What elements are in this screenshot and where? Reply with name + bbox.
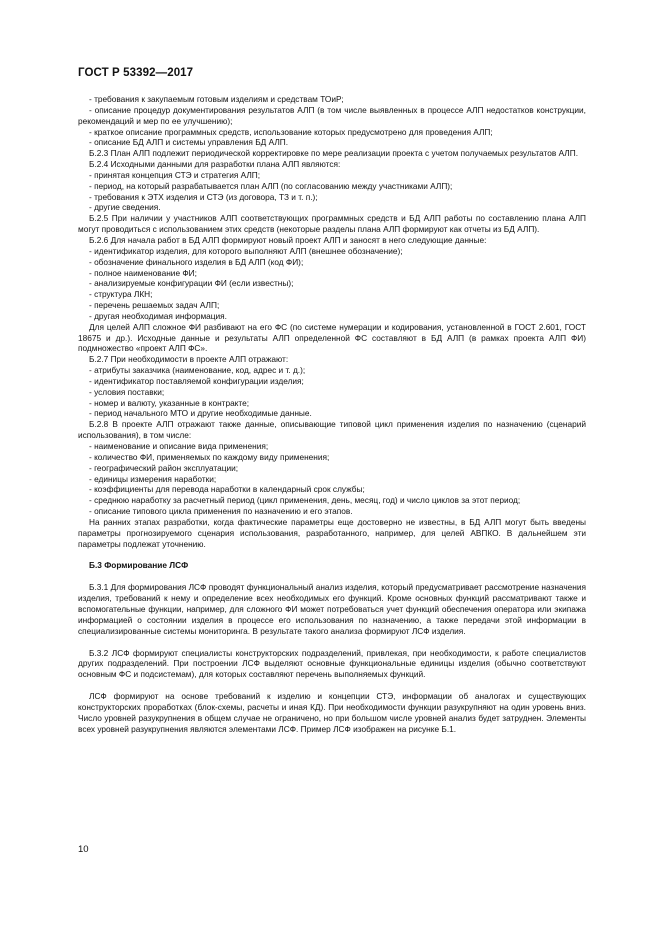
paragraph: На ранних этапах разработки, когда фактические параметры еще достоверно не известны, в БД АЛП могут быть введены параметры прогнозируемого сценария использования, разработанного, например, для целей АВПКО. В дальнейшем эти параметры подлежат уточнению.	[78, 516, 586, 549]
page-number: 10	[78, 844, 89, 855]
list-item: - период начального МТО и другие необходимые данные.	[89, 408, 312, 419]
list-item: - среднюю наработку за расчетный период (цикл применения, день, месяц, год) и число циклов за этот период;	[89, 495, 521, 506]
list-item: - описание БД АЛП и системы управления БД АЛП.	[89, 137, 289, 148]
paragraph: Для целей АЛП сложное ФИ разбивают на его ФС (по системе нумерации и кодирования, установленной в ГОСТ 2.601, ГОСТ 18675 и др.). Исходные данные и результаты АЛП определенной ФС составляют в БД АЛП (в рамках проекта АЛП ФИ) подмножество «проект АЛП ФС».	[78, 321, 586, 354]
list-item: - единицы измерения наработки;	[89, 473, 217, 484]
document-header: ГОСТ Р 53392—2017	[78, 67, 194, 79]
list-item: - перечень решаемых задач АЛП;	[89, 300, 220, 311]
list-item: - наименование и описание вида применения;	[89, 441, 269, 451]
section-spacer	[78, 549, 586, 560]
list-item: - описание процедур документирования результатов АЛП (в том числе выявленных в процессе АЛП недостатков конструкции, рекомендаций и мер по ее улучшению);	[78, 104, 586, 126]
list-item: - структура ЛКН;	[89, 289, 153, 300]
list-item: - обозначение финального изделия в БД АЛП (код ФИ);	[89, 256, 304, 267]
clause-b-2-5: Б.2.5 При наличии у участников АЛП соответствующих программных средств и БД АЛП работы по составлению плана АЛП могут проводиться с использованием этих средств (некоторые разделы плана АЛП формируют как отчеты из БД АЛП).	[78, 213, 586, 235]
section-spacer	[78, 571, 586, 582]
list-item: - количество ФИ, применяемых по каждому виду применения;	[89, 451, 330, 462]
list-item: - принятая концепция СТЭ и стратегия АЛП;	[89, 169, 261, 180]
clause-b-2-3: Б.2.3 План АЛП подлежит периодической корректировке по мере реализации проекта с учетом получаемых результатов АЛП.	[89, 148, 579, 159]
clause-b-3-2: Б.3.2 ЛСФ формируют специалисты конструкторских подразделений, привлекая, при необходимости, к работе специалистов других подразделений. При построении ЛСФ выделяют основные функциональные единицы изделия (обычно соответствуют основным ФС и подсистемам), для которых составляют перечень выполняемых функций.	[78, 647, 586, 680]
clause-b-2-8: Б.2.8 В проекте АЛП отражают также данные, описывающие типовой цикл применения изделия по назначению (сценарий использования), в том числе:	[78, 419, 586, 441]
list-item: - другая необходимая информация.	[89, 310, 227, 321]
list-item: - условия поставки;	[89, 386, 165, 397]
list-item: - коэффициенты для перевода наработки в календарный срок службы;	[89, 484, 365, 495]
section-heading-b-3: Б.3 Формирование ЛСФ	[89, 560, 189, 571]
list-item: - период, на который разрабатывается план АЛП (по согласованию между участниками АЛП);	[89, 180, 453, 191]
paragraph-spacer	[78, 637, 586, 648]
paragraph-spacer	[78, 680, 586, 691]
list-item: - анализируемые конфигурации ФИ (если известны);	[89, 278, 294, 289]
clause-b-2-4: Б.2.4 Исходными данными для разработки плана АЛП являются:	[89, 159, 341, 170]
list-item: - атрибуты заказчика (наименование, код, адрес и т. д.);	[89, 365, 306, 376]
paragraph: ЛСФ формируют на основе требований к изделию и концепции СТЭ, информации об аналогах и существующих конструкторских проработках (блок-схемы, расчеты и иная КД). При необходимости функции разукрупняют на один уровень вниз. Число уровней разукрупнения в общем случае не ограничено, но при большом числе уровней анализ будет затруднен. Элементы всех уровней разукрупнения являются элементами ЛСФ. Пример ЛСФ изображен на рисунке Б.1.	[78, 691, 586, 734]
list-item: - требования к ЭТХ изделия и СТЭ (из договора, ТЗ и т. п.);	[89, 191, 318, 202]
clause-b-2-6: Б.2.6 Для начала работ в БД АЛП формируют новый проект АЛП и заносят в него следующие данные:	[89, 234, 487, 245]
document-body	[78, 94, 586, 734]
list-item: - полное наименование ФИ;	[89, 267, 197, 278]
clause-b-3-1: Б.3.1 Для формирования ЛСФ проводят функциональный анализ изделия, который предусматривает рассмотрение назначения изделия, требований к нему и определение всех необходимых его функций. Кроме основных функций рассматривают также и вспомогательные функции, например, для сложного ФИ может потребоваться учет функций обеспечения оператора или экипажа информацией о состоянии изделия в процессе его использования по назначению, а также передачи этой информации в специализированные системы мониторинга. В результате такого анализа формируют ЛСФ изделия.	[78, 582, 586, 636]
list-item: - описание типового цикла применения по назначению и его этапов.	[89, 506, 353, 517]
list-item: - требования к закупаемым готовым изделиям и средствам ТОиР;	[89, 94, 344, 104]
list-item: - краткое описание программных средств, использование которых предусмотрено для проведения АЛП;	[89, 126, 493, 137]
list-item: - идентификатор изделия, для которого выполняют АЛП (внешнее обозначение);	[89, 245, 403, 256]
list-item: - географический район эксплуатации;	[89, 462, 239, 473]
list-item: - идентификатор поставляемой конфигурации изделия;	[89, 375, 304, 386]
clause-b-2-7: Б.2.7 При необходимости в проекте АЛП отражают:	[89, 354, 289, 365]
list-item: - другие сведения.	[89, 202, 161, 213]
list-item: - номер и валюту, указанные в контракте;	[89, 397, 250, 408]
